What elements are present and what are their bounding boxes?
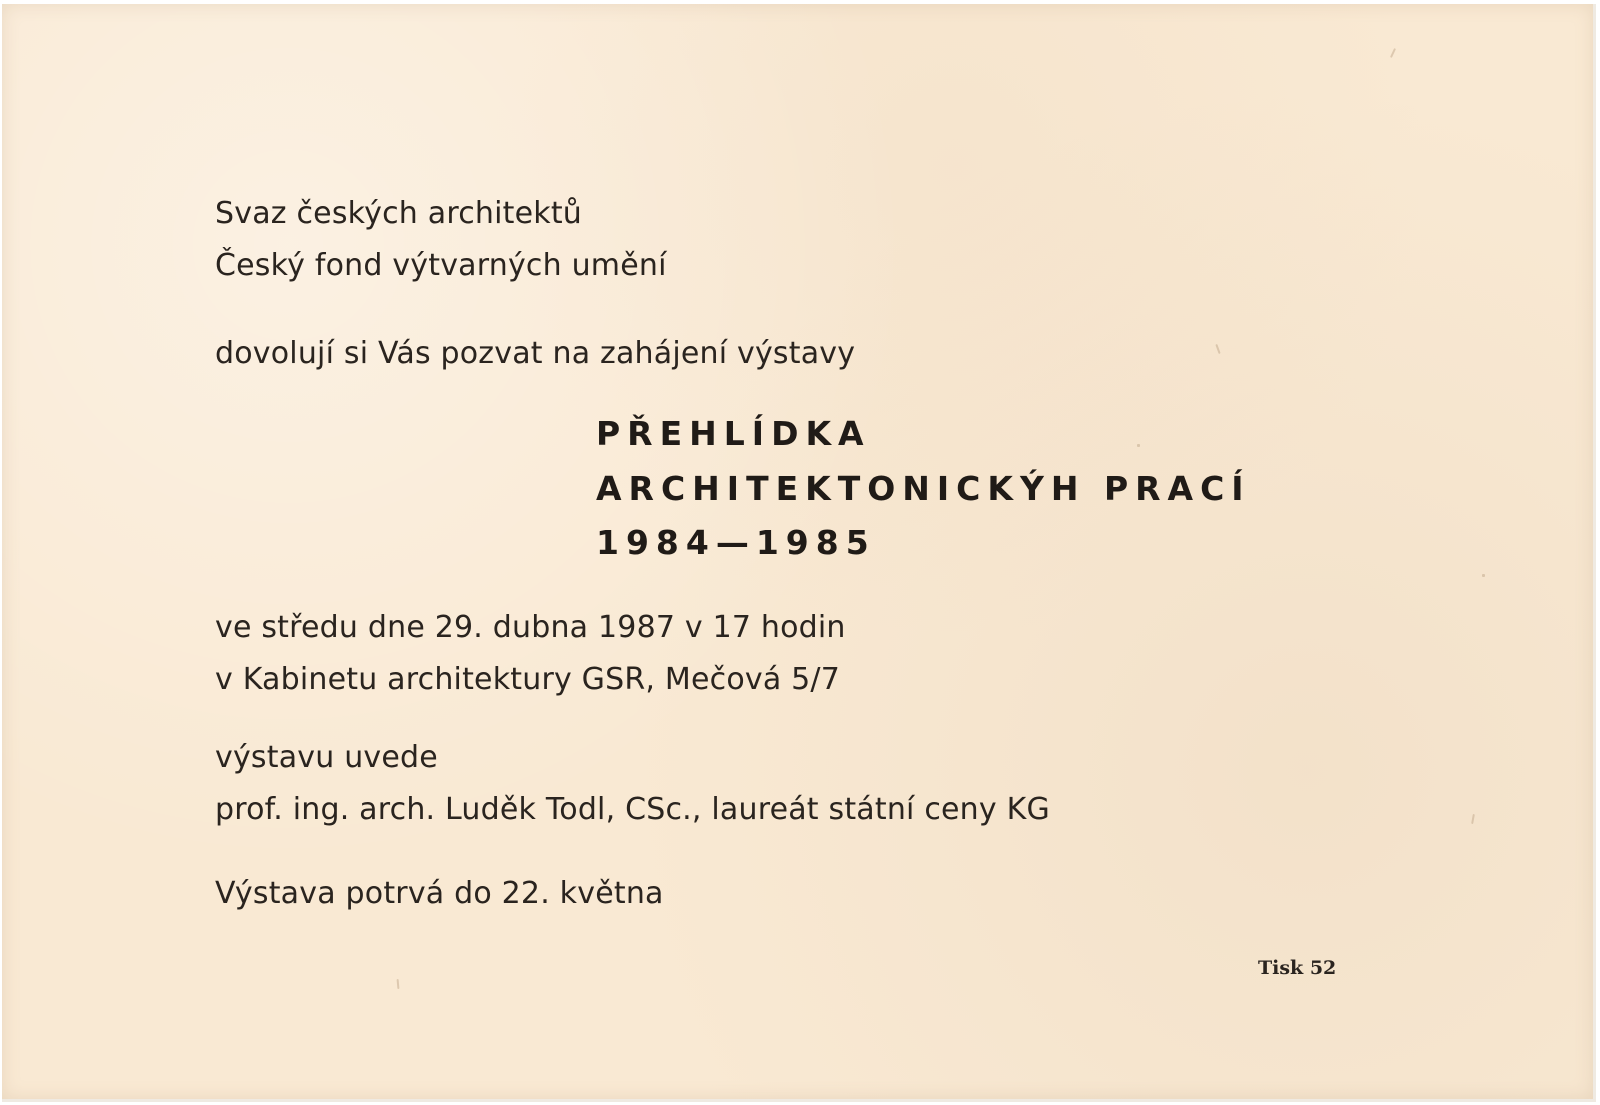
paper-fleck	[1471, 814, 1475, 824]
event-date: ve středu dne 29. dubna 1987 v 17 hodin	[215, 610, 846, 645]
invitation-card	[2, 4, 1596, 1102]
speaker-line: prof. ing. arch. Luděk Todl, CSc., laureát státní ceny KG	[215, 792, 1050, 827]
organizer-line: Český fond výtvarných umění	[215, 248, 667, 283]
print-mark: Tisk 52	[1258, 957, 1337, 979]
exhibition-title-line: PŘEHLÍDKA	[596, 414, 871, 453]
exhibition-years: 1984—1985	[596, 523, 876, 562]
paper-fleck	[1137, 444, 1140, 447]
paper-fleck	[1390, 48, 1396, 58]
organizer-line: Svaz českých architektů	[215, 196, 583, 231]
paper-fleck	[1215, 344, 1220, 354]
exhibition-duration: Výstava potrvá do 22. května	[215, 876, 664, 911]
invitation-text: dovolují si Vás pozvat na zahájení výstavy	[215, 336, 856, 371]
introduction-label: výstavu uvede	[215, 740, 438, 775]
event-venue: v Kabinetu architektury GSR, Mečová 5/7	[215, 662, 841, 697]
paper-fleck	[1482, 574, 1485, 577]
paper-fleck	[397, 979, 400, 989]
exhibition-title-line: ARCHITEKTONICKÝH PRACÍ	[596, 469, 1251, 508]
